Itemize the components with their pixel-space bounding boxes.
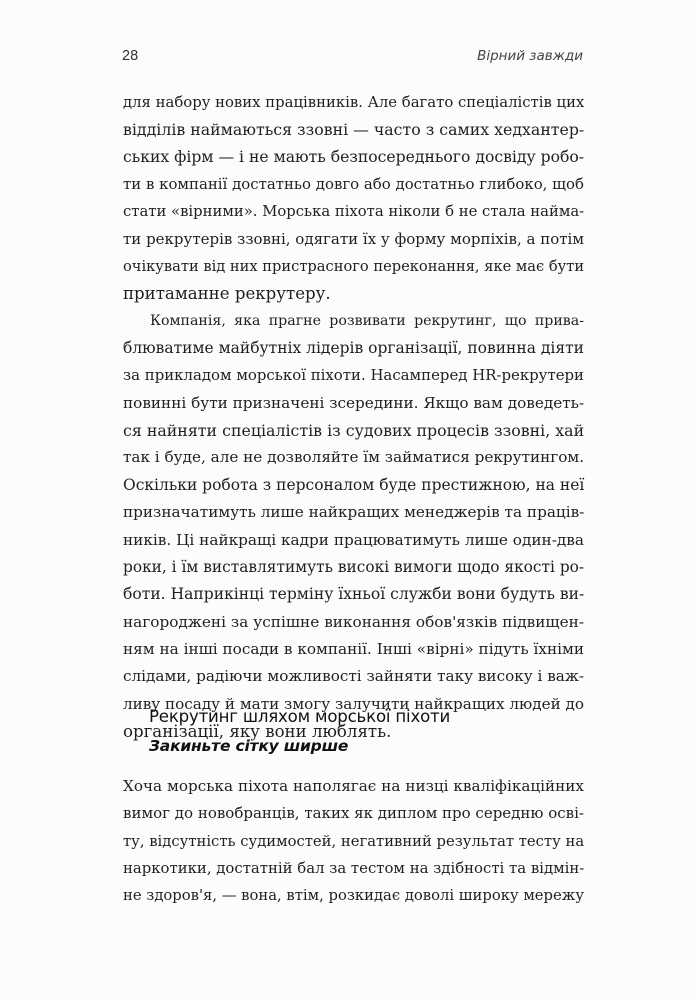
text-line: Компанія, яка прагне розвивати рекрутинг, що прива- xyxy=(150,312,584,329)
running-title: Вірний завжди xyxy=(477,48,583,64)
text-line: нагороджені за успішне виконання обов'язків підвищен- xyxy=(123,612,584,631)
text-line: вимог до новобранців, таких як диплом про середню осві- xyxy=(123,804,584,823)
text-line: ти в компанії достатньо довго або достатньо глибоко, щоб xyxy=(123,175,584,194)
text-line: слідами, радіючи можливості зайняти таку високу і важ- xyxy=(123,667,584,686)
text-line: притаманне рекрутеру. xyxy=(123,284,331,304)
text-line: Хоча морська піхота наполягає на низці кваліфікаційних xyxy=(123,777,584,795)
text-line: організації, яку вони люблять. xyxy=(123,721,392,741)
text-line: ся найняти спеціалістів із судових процесів ззовні, хай xyxy=(123,421,585,441)
section-subheading: Закиньте сітку ширше xyxy=(149,737,349,755)
text-line: роки, і їм виставлятимуть високі вимоги щодо якості ро- xyxy=(123,557,585,576)
text-line: за прикладом морської піхоти. Насамперед HR-рекрутери xyxy=(123,366,584,385)
text-line: боти. Наприкінці терміну їхньої служби вони будуть ви- xyxy=(123,585,585,604)
section-heading: Рекрутинг шляхом морської піхоти xyxy=(149,707,451,726)
text-line: повинні бути призначені зсередини. Якщо вам доведеть- xyxy=(123,393,585,412)
text-line: ливу посаду й мати змогу залучити найкращих людей до xyxy=(123,694,584,713)
text-line: призначатимуть лише найкращих менеджерів та праців- xyxy=(123,503,585,522)
text-line: не здоров'я, — вона, втім, розкидає доволі широку мережу xyxy=(123,887,585,905)
text-line: так і буде, але не дозволяйте їм займатися рекрутингом. xyxy=(123,448,585,467)
text-line: для набору нових працівників. Але багато спеціалістів цих xyxy=(123,94,585,111)
page-header xyxy=(122,48,583,72)
text-line: ням на інші посади в компанії. Інші «вірні» підуть їхніми xyxy=(123,639,584,658)
text-line: Оскільки робота з персоналом буде престижною, на неї xyxy=(123,475,585,494)
text-line: очікувати від них пристрасного переконання, яке має бути xyxy=(123,258,585,276)
text-line: блюватиме майбутніх лідерів організації, повинна діяти xyxy=(123,339,584,358)
text-line: ників. Ці найкращі кадри працюватимуть лише один-два xyxy=(123,530,584,549)
text-line: відділів наймаються ззовні — часто з самих хедхантер- xyxy=(123,120,585,140)
text-line: ських фірм — і не мають безпосереднього досвіду робо- xyxy=(123,147,585,166)
page-number: 28 xyxy=(122,48,139,64)
body-text-section-1 xyxy=(123,89,584,745)
text-line: наркотики, достатній бал за тестом на здібності та відмін- xyxy=(123,859,585,878)
text-line: ти рекрутерів ззовні, одягати їх у форму морпіхів, а потім xyxy=(123,229,584,248)
body-text-section-2 xyxy=(123,773,584,910)
text-line: ту, відсутність судимостей, негативний результат тесту на xyxy=(123,832,585,850)
text-line: стати «вірними». Морська піхота ніколи б не стала найма- xyxy=(123,203,585,221)
